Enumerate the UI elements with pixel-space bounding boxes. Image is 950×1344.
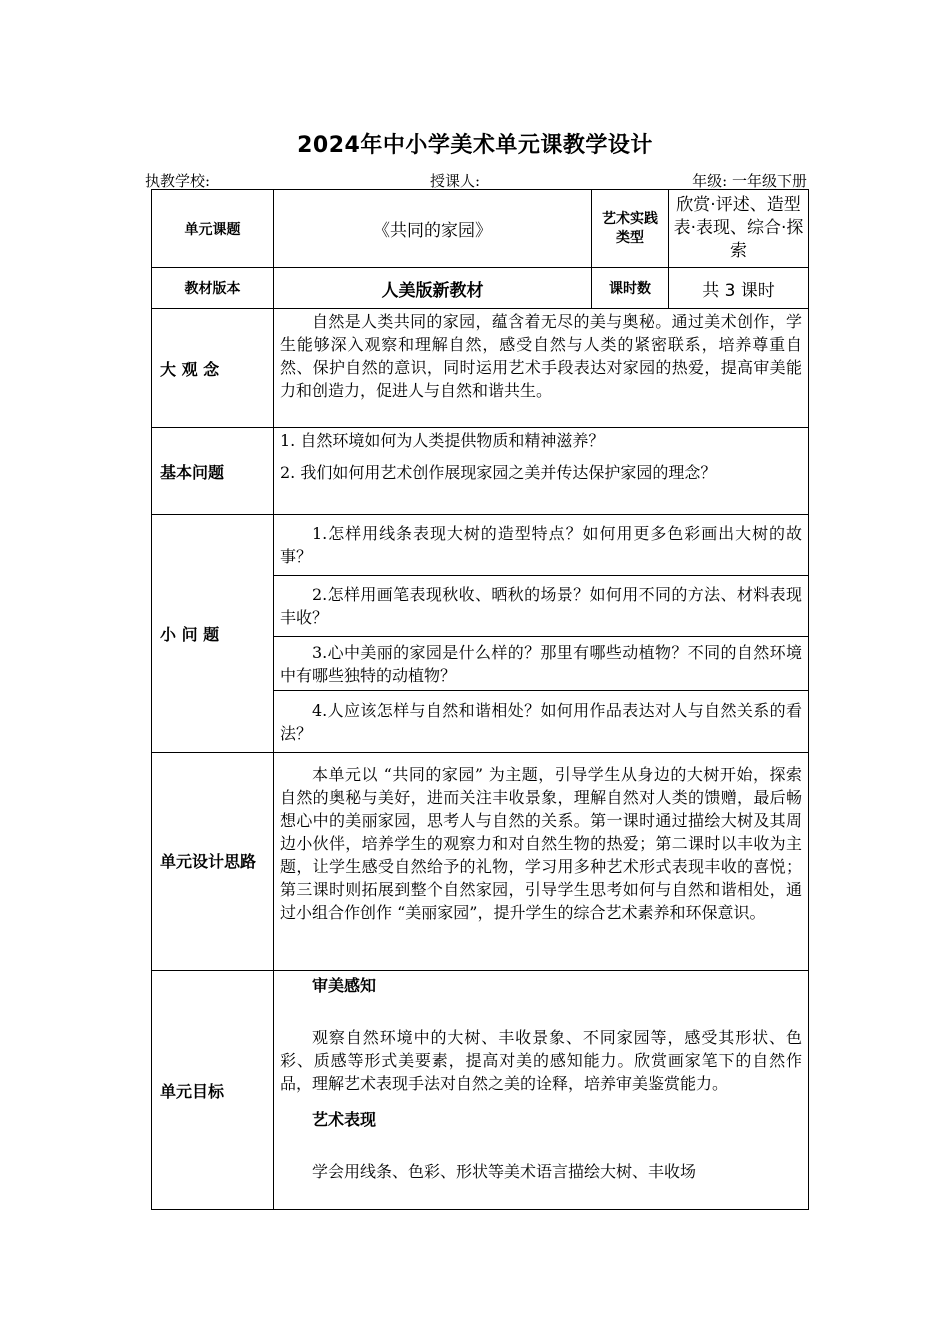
basic-question-2: 2. 我们如何用艺术创作展现家园之美并传达保护家园的理念？	[280, 463, 717, 482]
row-basic-questions	[152, 428, 809, 515]
school-label: 执教学校:	[145, 172, 211, 190]
practice-label: 艺术实践类型	[592, 190, 669, 268]
row-goals	[152, 971, 809, 1210]
teacher-label: 授课人:	[430, 172, 481, 190]
spacer	[274, 996, 808, 1026]
practice-value: 欣赏·评述、造型表·表现、综合·探索	[669, 190, 809, 268]
expression-text: 学会用线条、色彩、形状等美术语言描绘大树、丰收场	[312, 1162, 697, 1181]
expression-heading: 艺术表现	[312, 1110, 377, 1129]
row-small-question-1	[152, 515, 809, 576]
basic-questions-label: 基本问题	[152, 428, 274, 515]
small-question-1: 1.怎样用线条表现大树的造型特点？如何用更多色彩画出大树的故事？	[280, 524, 802, 566]
meta-row	[145, 170, 807, 190]
basic-question-1: 1. 自然环境如何为人类提供物质和精神滋养？	[280, 431, 605, 450]
design-idea-label: 单元设计思路	[152, 753, 274, 971]
hours-label: 课时数	[592, 268, 669, 309]
goals-label: 单元目标	[152, 971, 274, 1210]
design-idea-text: 本单元以 “共同的家园” 为主题，引导学生从身边的大树开始，探索自然的奥秘与美好，进而关注丰收景象，理解自然对人类的馈赠，最后畅想心中的美丽家园，思考人与自然的关系。第一课时通过描绘大树及其周边小伙伴，培养学生的观察力和对自然生物的热爱；第二课时以丰收为主题，让学生感受自然给予的礼物，学习用多种艺术形式表现丰收的喜悦；第三课时则拓展到整个自然家园，引导学生思考如何与自然和谐相处，通过小组合作创作 “美丽家园”，提升学生的综合艺术素养和环保意识。	[280, 765, 802, 922]
edition-value: 人美版新教材	[274, 268, 592, 309]
grade-label: 年级: 一年级下册	[692, 172, 807, 190]
row-design-idea	[152, 753, 809, 971]
row-big-idea	[152, 309, 809, 428]
big-idea-label: 大 观 念	[152, 309, 274, 428]
small-question-3: 3.心中美丽的家园是什么样的？那里有哪些动植物？不同的自然环境中有哪些独特的动植物？	[280, 642, 802, 685]
page-title: 2024年中小学美术单元课教学设计	[297, 133, 653, 158]
topic-label: 单元课题	[152, 190, 274, 268]
edition-label: 教材版本	[152, 268, 274, 309]
spacer	[274, 1130, 808, 1160]
hours-value: 共 3 课时	[669, 268, 809, 309]
perception-text: 观察自然环境中的大树、丰收景象、不同家园等，感受其形状、色彩、质感等形式美要素，提高对美的感知能力。欣赏画家笔下的自然作品，理解艺术表现手法对自然之美的诠释，培养审美鉴赏能力。	[280, 1028, 802, 1093]
row-topic	[152, 190, 809, 268]
small-question-2: 2.怎样用画笔表现秋收、晒秋的场景？如何用不同的方法、材料表现丰收？	[280, 585, 802, 627]
perception-heading: 审美感知	[312, 976, 377, 995]
row-edition	[152, 268, 809, 309]
small-questions-label: 小 问 题	[152, 515, 274, 753]
big-idea-text: 自然是人类共同的家园，蕴含着无尽的美与奥秘。通过美术创作，学生能够深入观察和理解自然，感受自然与人类的紧密联系，培养尊重自然、保护自然的意识，同时运用艺术手段表达对家园的热爱，提高审美能力和创造力，促进人与自然和谐共生。	[280, 312, 802, 400]
small-question-4: 4.人应该怎样与自然和谐相处？如何用作品表达对人与自然关系的看法？	[280, 700, 802, 743]
topic-value: 《共同的家园》	[274, 190, 592, 268]
design-table	[151, 189, 809, 1210]
